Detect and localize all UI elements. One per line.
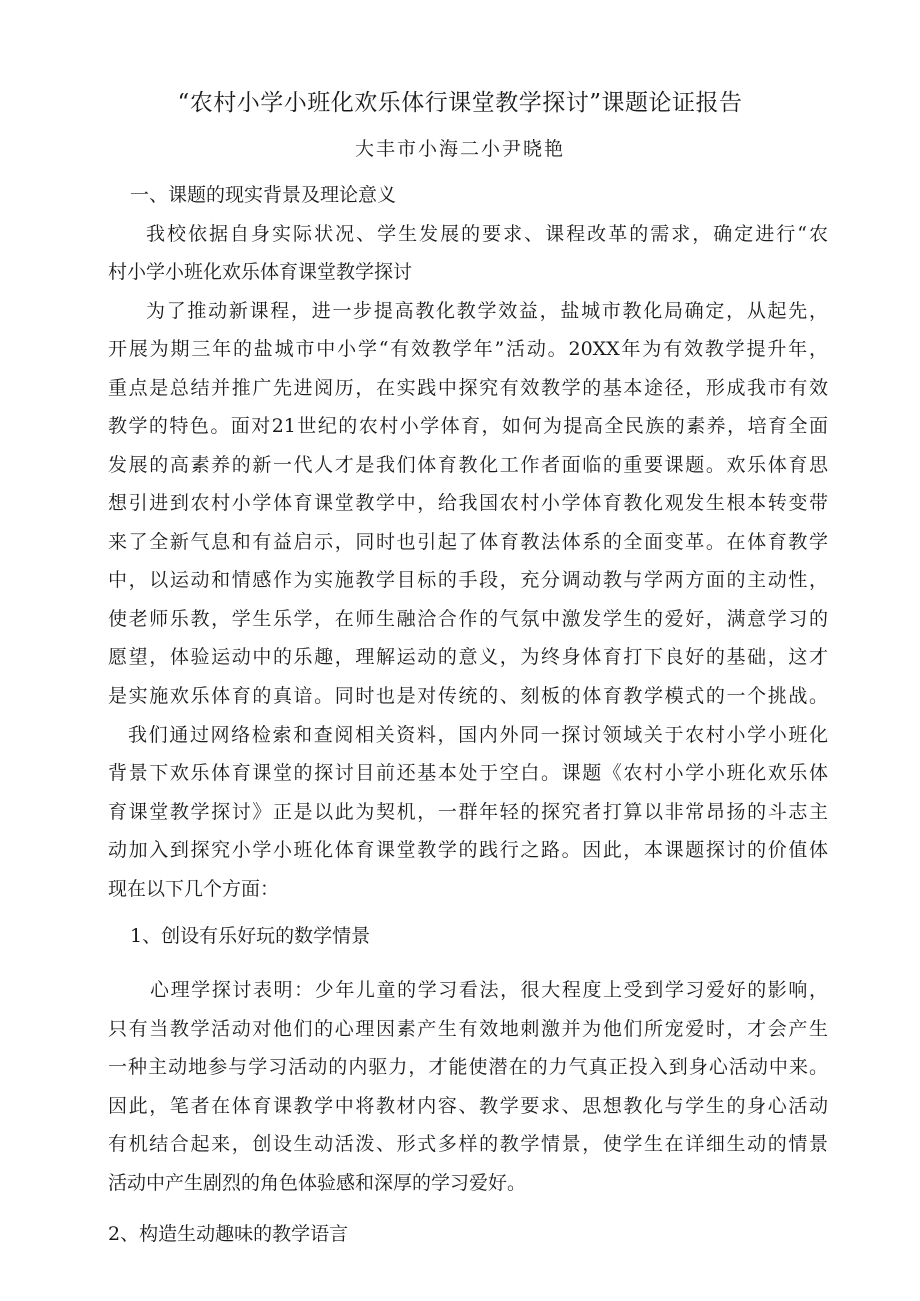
author-line: 大丰市小海二小尹晓艳 [354, 138, 565, 160]
paragraph-line: 是实施欢乐体育的真谙。同时也是对传统的、刻板的体育教学模式的一个挑战。 [108, 685, 828, 707]
paragraph-line: 使老师乐教，学生乐学，在师生融洽合作的气氛中激发学生的爱好，满意学习的 [108, 608, 828, 630]
paragraph-line: 我校依据自身实际状况、学生发展的要求、课程改革的需求，确定进行“农 [146, 223, 828, 245]
subheading-2: 2、构造生动趣味的教学语言 [108, 1223, 349, 1245]
paragraph-line: 现在以下几个方面： [108, 878, 280, 900]
paragraph-line: 只有当教学活动对他们的心理因素产生有效地刺激并为他们所宠爱时，才会产生 [108, 1018, 828, 1040]
paragraph-line: 背景下欢乐体育课堂的探讨目前还基本处于空白。课题《农村小学小班化欢乐体 [108, 762, 828, 784]
paragraph-line: 我们通过网络检索和查阅相关资料，国内外同一探讨领域关于农村小学小班化 [128, 724, 828, 746]
paragraph-line: 动加入到探究小学小班化体育课堂教学的践行之路。因此，本课题探讨的价值体 [108, 839, 828, 861]
paragraph-line: 心理学探讨表明：少年儿童的学习看法，很大程度上受到学习爱好的影响， [150, 979, 828, 1001]
paragraph-line: 来了全新气息和有益启示，同时也引起了体育教法体系的全面变革。在体育教学 [108, 531, 828, 553]
paragraph-line: 一种主动地参与学习活动的内驱力，才能使潜在的力气真正投入到身心活动中来。 [108, 1056, 828, 1078]
paragraph-line: 开展为期三年的盐城市中小学“有效教学年”活动。20XX年为有效教学提升年， [108, 338, 828, 360]
paragraph-line: 因此，笔者在体育课教学中将教材内容、教学要求、思想教化与学生的身心活动 [108, 1095, 828, 1117]
paragraph-line: 中，以运动和情感作为实施教学目标的手段，充分调动教与学两方面的主动性， [108, 569, 828, 591]
paragraph-line: 发展的高素养的新一代人才是我们体育教化工作者面临的重要课题。欢乐体育思 [108, 454, 828, 476]
paragraph-line: 愿望，体验运动中的乐趣，理解运动的意义，为终身体育打下良好的基础，这才 [108, 646, 828, 668]
paragraph-line: 重点是总结并推广先进阅历，在实践中探究有效教学的基本途径，形成我市有效 [108, 377, 828, 399]
paragraph-line: 活动中产生剧烈的角色体验感和深厚的学习爱好。 [108, 1172, 527, 1194]
paragraph-line: 有机结合起来，创设生动活泼、形式多样的教学情景，使学生在详细生动的情景 [108, 1133, 828, 1155]
paragraph-line: 村小学小班化欢乐体育课堂教学探讨 [108, 261, 413, 283]
paragraph-line: 育课堂教学探讨》正是以此为契机，一群年轻的探究者打算以非常昂扬的斗志主 [108, 801, 828, 823]
paragraph-line: 为了推动新课程，进一步提高教化教学效益，盐城市教化局确定，从起先， [146, 300, 828, 322]
document-title: “农村小学小班化欢乐体行课堂教学探讨”课题论证报告 [177, 90, 743, 116]
paragraph-line: 教学的特色。面对21世纪的农村小学体育，如何为提高全民族的素养，培育全面 [108, 415, 828, 437]
subheading-1: 1、创设有乐好玩的数学情景 [130, 925, 371, 947]
paragraph-line: 想引进到农村小学体育课堂教学中，给我国农村小学体育教化观发生根本转变带 [108, 492, 828, 514]
section-heading: 一、课题的现实背景及理论意义 [130, 184, 397, 206]
